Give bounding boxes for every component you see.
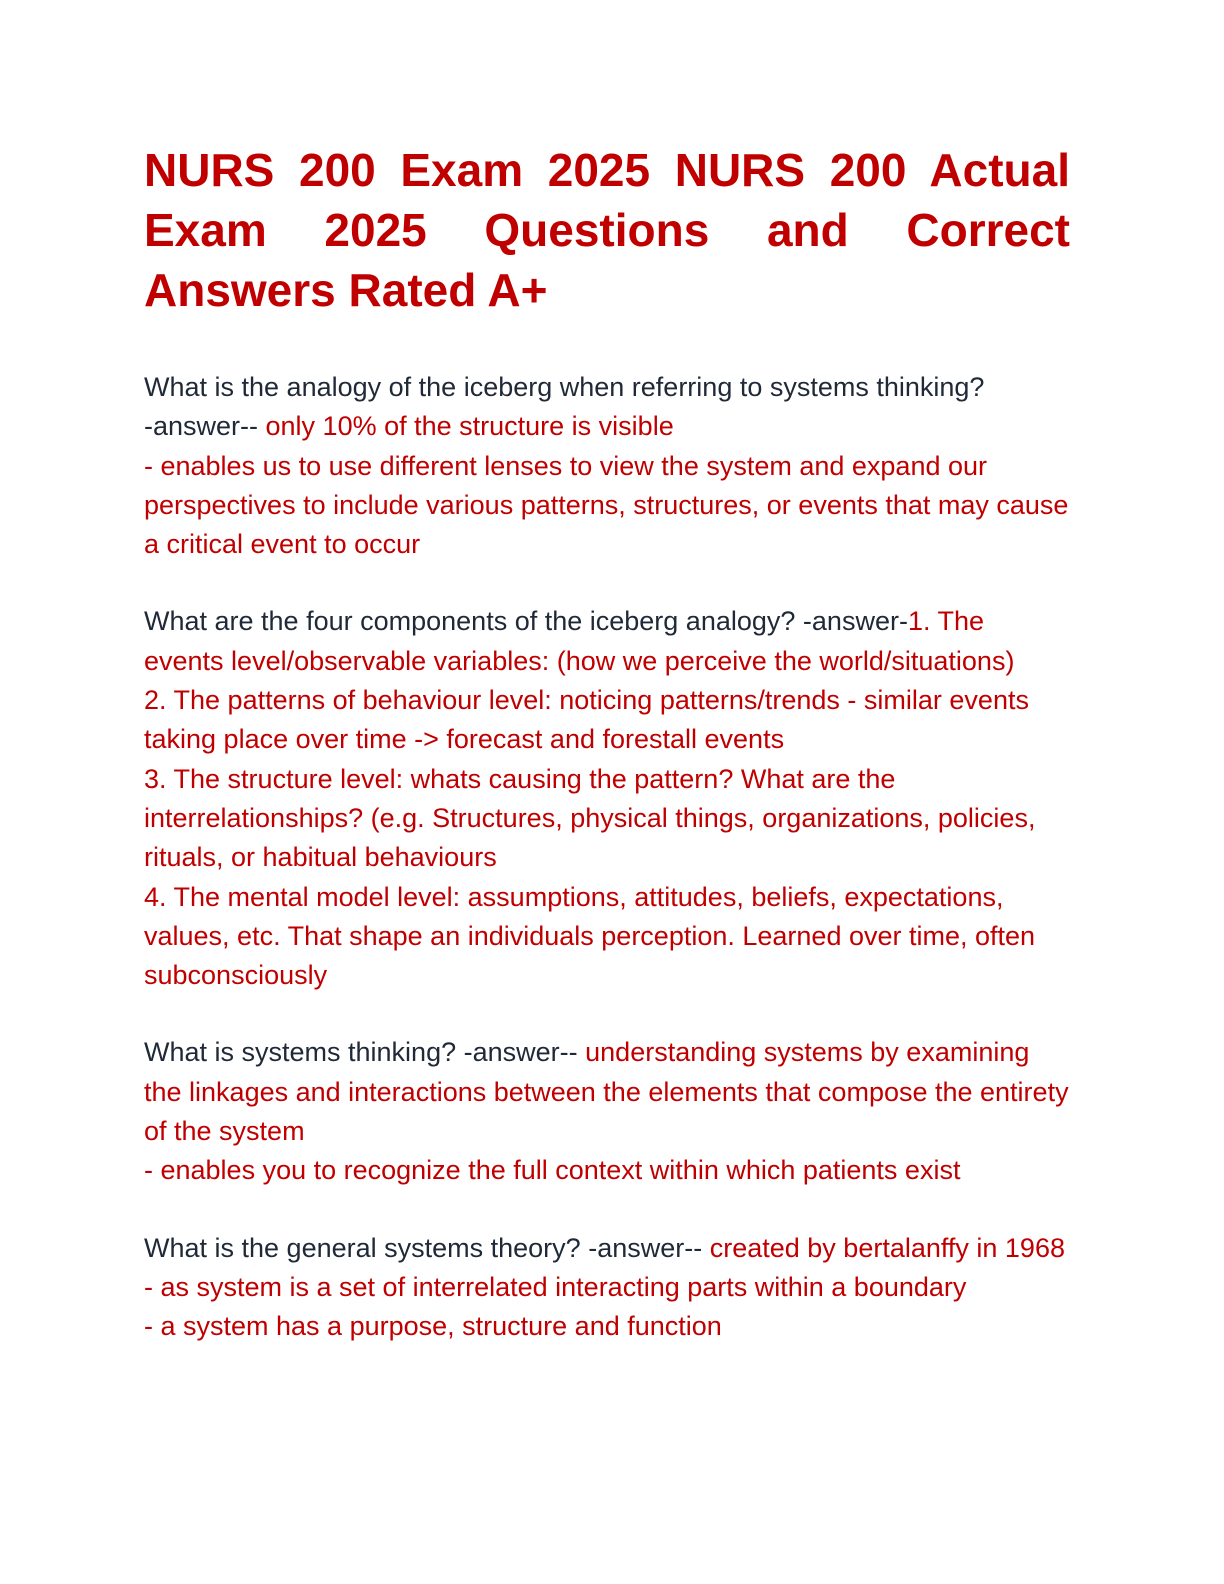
- qa-item-general-systems-theory: [144, 1229, 1070, 1347]
- question-text: What are the four components of the iceberg analogy?: [144, 606, 796, 637]
- answer-text: understanding systems by examining the linkages and interactions between the elements that compose the entirety of the system: [144, 1037, 1069, 1147]
- answer-prefix: -answer-: [802, 606, 908, 637]
- answer-text: 1. The events level/observable variables: (how we perceive the world/situations): [144, 606, 1015, 676]
- question-text: What is systems thinking?: [144, 1037, 457, 1068]
- answer-line: - enables us to use different lenses to view the system and expand our perspectives to include various patterns, structures, or events that may cause a critical event to occur: [144, 450, 1069, 560]
- answer-text: only 10% of the structure is visible: [258, 411, 674, 442]
- question-text: What is the analogy of the iceberg when referring to systems thinking?: [144, 372, 985, 402]
- answer-line: - as system is a set of interrelated interacting parts within a boundary: [144, 1271, 967, 1302]
- answer-prefix: -answer--: [463, 1037, 578, 1068]
- answer-text: created by bertalanffy in 1968: [702, 1232, 1065, 1263]
- answer-line: - enables you to recognize the full context within which patients exist: [144, 1155, 961, 1186]
- document-title: NURS 200 Exam 2025 NURS 200 Actual Exam 2025 Questions and Correct Answers Rated A+: [144, 144, 1070, 316]
- qa-item-iceberg-analogy: [144, 368, 1070, 564]
- answer-line: 3. The structure level: whats causing the pattern? What are the interrelationships? (e.g. Structures, physical things, organizations, policies, rituals, or habitual behaviours: [144, 763, 1036, 873]
- qa-item-systems-thinking: [144, 1033, 1070, 1190]
- answer-line: - a system has a purpose, structure and function: [144, 1311, 722, 1342]
- answer-prefix: -answer--: [144, 411, 259, 442]
- answer-line: 2. The patterns of behaviour level: noticing patterns/trends - similar events taking place over time -> forecast and forestall events: [144, 685, 1029, 755]
- answer-line: 4. The mental model level: assumptions, attitudes, beliefs, expectations, values, etc. That shape an individuals perception. Learned over time, often subconsciously: [144, 881, 1036, 991]
- question-text: What is the general systems theory?: [144, 1232, 581, 1263]
- qa-item-iceberg-components: [144, 602, 1070, 995]
- document-page: [144, 140, 1070, 1347]
- answer-prefix: -answer--: [588, 1232, 703, 1263]
